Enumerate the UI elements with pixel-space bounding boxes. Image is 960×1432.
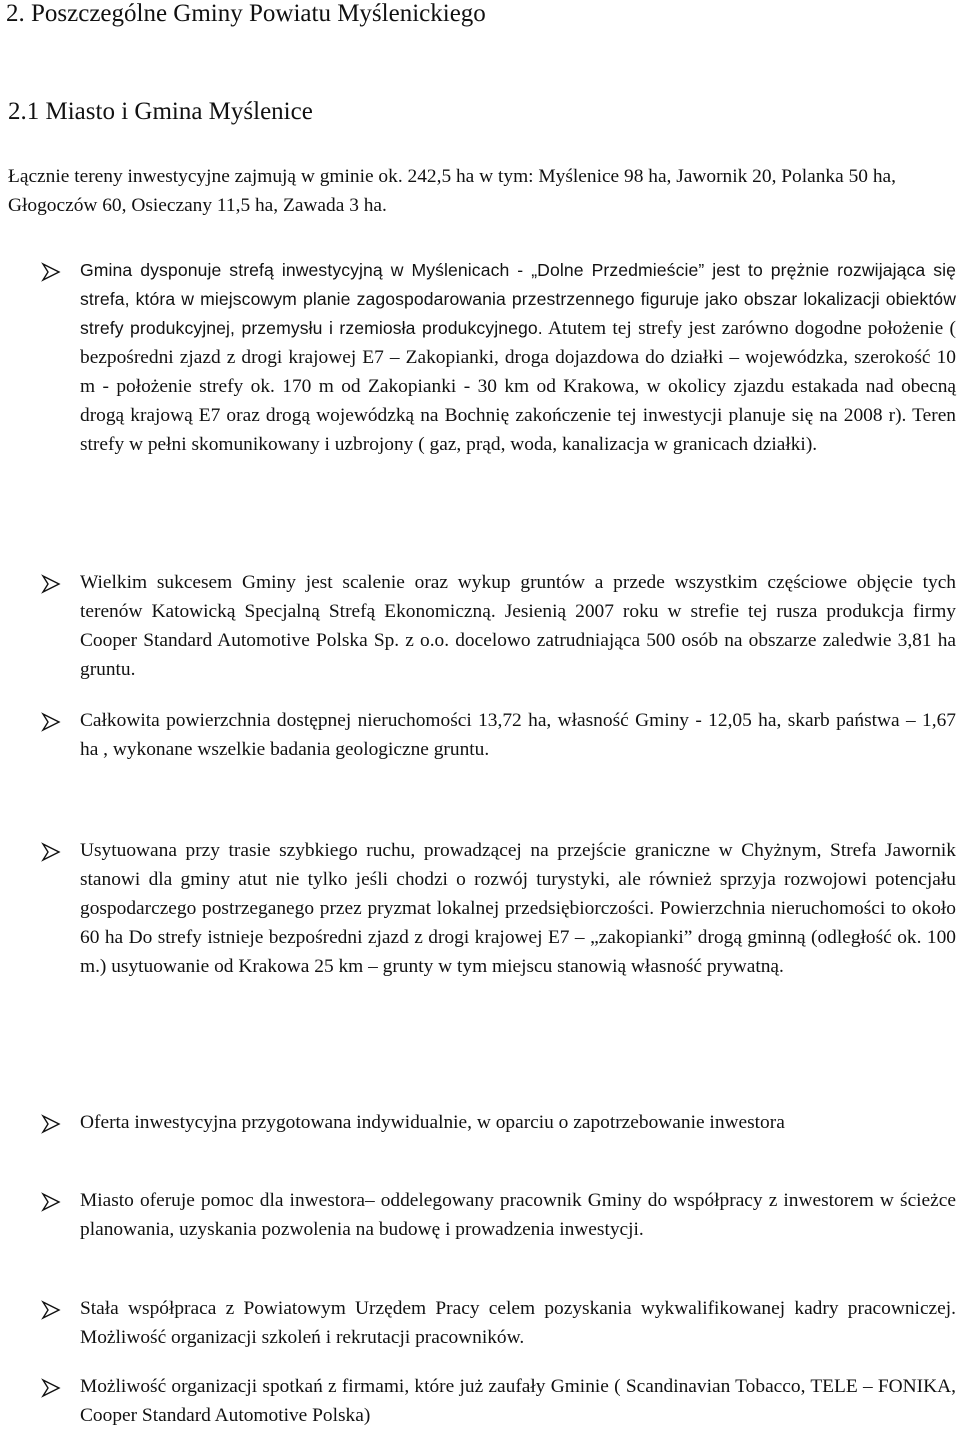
list-item-text-serif: Atutem tej strefy jest zarówno dogodne położenie ( bezpośredni zjazd z drogi krajowej E7 – Zakopianki, droga dojazdowa do działki – wojewódzka, szerokość 10 m - położenie strefy ok. 170 m od Zakopianki - 30 km od Krakowa, w okolicy zjazdu estakada nad obecną drogą krajową E7 oraz drogą wojewódzką na Bochnię zakończenie tej inwestycji planuje się na 2008 r). Teren strefy w pełni skomunikowany i uzbrojony ( gaz, prąd, woda, kanalizacja w granicach działki).: [80, 318, 957, 455]
section-heading: 2. Poszczególne Gminy Powiatu Myślenickiego: [6, 0, 486, 27]
subsection-heading: 2.1 Miasto i Gmina Myślenice: [8, 98, 313, 125]
arrowhead-bullet-icon: [40, 261, 62, 283]
arrowhead-bullet-icon: [40, 1299, 62, 1321]
list-item-text: [80, 256, 956, 459]
arrowhead-bullet-icon: [40, 1191, 62, 1213]
arrowhead-bullet-icon: [40, 841, 62, 863]
list-item-text: Całkowita powierzchnia dostępnej nieruchomości 13,72 ha, własność Gminy - 12,05 ha, skarb państwa – 1,67 ha , wykonane wszelkie badania geologiczne gruntu.: [80, 710, 956, 760]
intro-paragraph: Łącznie tereny inwestycyjne zajmują w gminie ok. 242,5 ha w tym: Myślenice 98 ha, Jawornik 20, Polanka 50 ha, Głogoczów 60, Osieczany 11,5 ha, Zawada 3 ha.: [8, 166, 896, 216]
arrowhead-bullet-icon: [40, 1377, 62, 1399]
list-item-text: Stała współpraca z Powiatowym Urzędem Pracy celem pozyskania wykwalifikowanej kadry pracowniczej. Możliwość organizacji szkoleń i rekrutacji pracowników.: [80, 1298, 956, 1348]
list-item-text: Miasto oferuje pomoc dla inwestora– oddelegowany pracownik Gminy do współpracy z inwestorem w ścieżce planowania, uzyskania pozwolenia na budowę i prowadzenia inwestycji.: [80, 1190, 956, 1240]
list-item-text: Usytuowana przy trasie szybkiego ruchu, prowadzącej na przejście graniczne w Chyżnym, Strefa Jawornik stanowi dla gminy atut nie tylko jeśli chodzi o rozwój turystyki, ale również sprzyja rozwojowi potencjału gospodarczego postrzeganego przez pryzmat lokalnej przedsiębiorczości. Powierzchnia nieruchomości to około 60 ha Do strefy istnieje bezpośredni zjazd z drogi krajowej E7 – „zakopianki” drogą gminną (odległość ok. 100 m.) usytuowanie od Krakowa 25 km – grunty w tym miejscu stanowią własność prywatną.: [80, 840, 956, 977]
arrowhead-bullet-icon: [40, 573, 62, 595]
list-item-text-sans: Gmina dysponuje strefą inwestycyjną w Myślenicach - „Dolne Przedmieście” jest to prężnie rozwijająca się strefa, która w miejscowym planie zagospodarowania przestrzennego figuruje jako obszar lokalizacji obiektów strefy produkcyjnej, przemysłu i rzemiosła produkcyjnego.: [80, 260, 956, 338]
arrowhead-bullet-icon: [40, 1113, 62, 1135]
list-item-text: Oferta inwestycyjna przygotowana indywidualnie, w oparciu o zapotrzebowanie inwestora: [80, 1112, 785, 1133]
arrowhead-bullet-icon: [40, 711, 62, 733]
list-item-text: Wielkim sukcesem Gminy jest scalenie oraz wykup gruntów a przede wszystkim częściowe objęcie tych terenów Katowicką Specjalną Strefą Ekonomiczną. Jesienią 2007 roku w strefie tej rusza produkcja firmy Cooper Standard Automotive Polska Sp. z o.o. docelowo zatrudniająca 500 osób na obszarze zaledwie 3,81 ha gruntu.: [80, 572, 956, 680]
list-item-text: Możliwość organizacji spotkań z firmami, które już zaufały Gminie ( Scandinavian Tobacco, TELE – FONIKA, Cooper Standard Automotive Polska): [80, 1376, 956, 1426]
